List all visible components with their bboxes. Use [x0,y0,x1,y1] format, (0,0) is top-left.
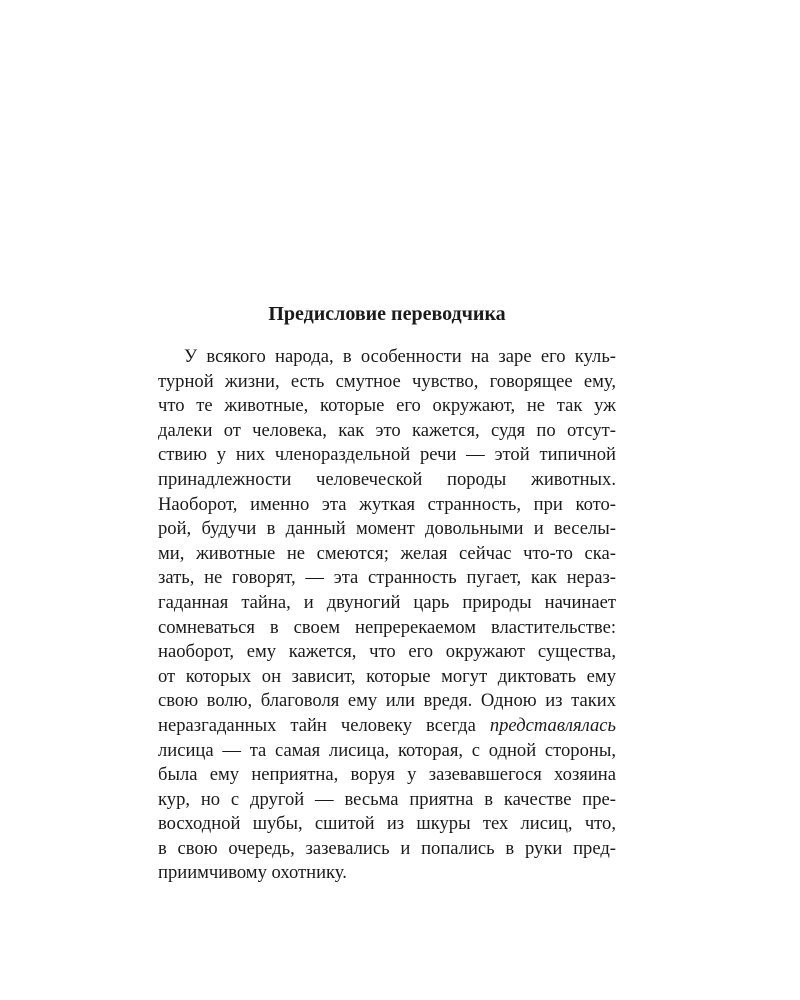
text-line: ствию у них членораздельной речи — этой типичной [158,444,616,466]
text-line: наоборот, ему кажется, что его окружают существа, [158,641,616,663]
text-line: сомневаться в своем непререкаемом властительстве: [158,616,616,638]
text-line: восходной шубы, сшитой из шкуры тех лисиц, что, [158,813,616,835]
body-paragraph [158,345,616,886]
text-line: У всякого народа, в особенности на заре его куль- [184,346,616,367]
text-line: в свою очередь, зазевались и попались в руки пред- [158,837,616,859]
text-line: далеки от человека, как это кажется, судя по отсут- [158,419,616,441]
text-line: зать, не говорят, — эта странность пугает, как нераз- [158,567,616,589]
text-line: приимчивому охотнику. [158,862,347,884]
text-line: кур, но с другой — весьма приятна в качестве пре- [158,788,616,810]
emphasized-word: представлялась [489,714,616,736]
text-line: свою волю, благоволя ему или вредя. Одною из таких [158,690,616,712]
text-line: гаданная тайна, и двуногий царь природы начинает [158,591,616,613]
text-line: лисица — та самая лисица, которая, с одной стороны, [158,739,616,761]
text-run: неразгаданных тайн человеку всегда [158,714,490,736]
text-line: принадлежности человеческой породы животных. [158,468,616,490]
text-line: что те животные, которые его окружают, не так уж [158,395,616,417]
text-line: была ему неприятна, воруя у зазевавшегося хозяина [158,764,616,786]
text-line: рой, будучи в данный момент довольными и веселы- [158,518,616,540]
text-line-with-emphasis [158,714,616,739]
text-line: от которых он зависит, которые могут диктовать ему [158,665,616,687]
text-line: Наоборот, именно эта жуткая странность, при кото- [158,493,616,515]
chapter-heading: Предисловие переводчика [268,303,506,325]
text-line: ми, животные не смеются; желая сейчас что-то ска- [158,542,616,564]
text-line: турной жизни, есть смутное чувство, говорящее ему, [158,370,616,392]
